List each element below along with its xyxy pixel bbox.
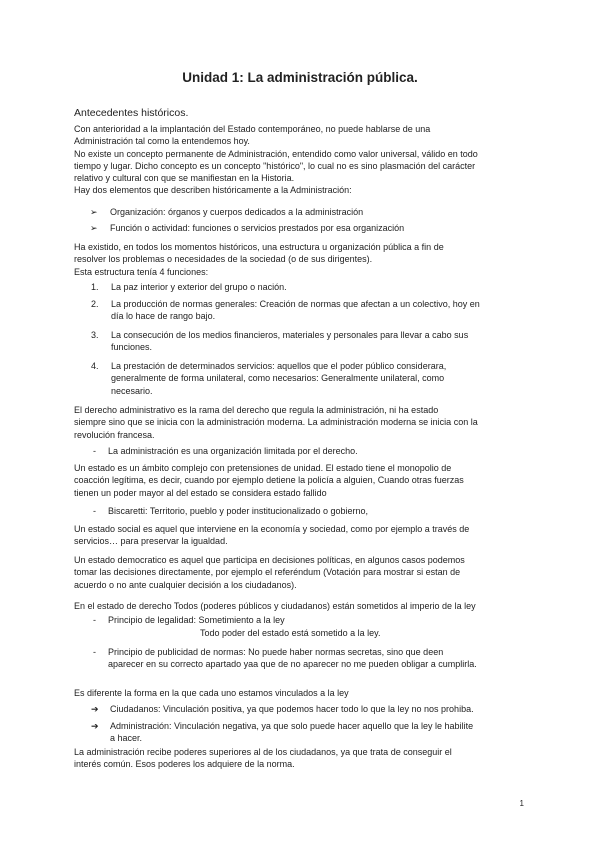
final-line: La administración recibe poderes superiores al de los ciudadanos, ya que trata de conseguir el [74, 747, 452, 757]
list-item [111, 329, 531, 354]
section-heading: Antecedentes históricos. [74, 107, 189, 119]
list-item-line: a hacer. [110, 733, 143, 744]
arrow-bullet-icon: ➔ [91, 721, 99, 731]
intro-line: Administración tal como la entendemos hoy. [74, 136, 250, 147]
list-number: 4. [91, 361, 99, 371]
list-item-line: La paz interior y exterior del grupo o nación. [111, 282, 287, 292]
social-paragraph [74, 523, 534, 548]
social-line: servicios… para preservar la igualdad. [74, 536, 228, 547]
estado-line: Un estado es un ámbito complejo con pretensiones de unidad. El estado tiene el monopolio de [74, 463, 452, 473]
intro-line: Con anterioridad a la implantación del Estado contemporáneo, no puede hablarse de una [74, 124, 431, 134]
intro-paragraph [74, 123, 534, 197]
list-item [111, 360, 531, 397]
list-number: 3. [91, 330, 99, 340]
dash-bullet: - [93, 506, 96, 516]
list-item: Principio de legalidad: Sometimiento a la ley [108, 615, 285, 625]
list-item-line: generalmente de forma unilateral, como necesarios: Generalmente unilateral, como [111, 373, 445, 384]
derecho-paragraph [74, 404, 534, 441]
derecho-line: revolución francesa. [74, 429, 155, 440]
structure-line: Ha existido, en todos los momentos históricos, una estructura u organización pública a fin de [74, 242, 444, 252]
derecho-line: siempre sino que se inicia con la administración moderna. La administración moderna se inicia con la [74, 417, 478, 428]
arrowhead-bullet-icon: ➢ [90, 207, 98, 217]
dash-bullet: - [93, 446, 96, 456]
intro-line: relativo y cultural con que se manifiestan en la Historia. [74, 173, 295, 184]
list-item-line: aparecer en su correcto apartado yaa que de no aparecer no me pueden obligar a cumplirla. [108, 659, 477, 670]
dash-bullet: - [93, 647, 96, 657]
list-item [110, 720, 530, 745]
dash-bullet: - [93, 615, 96, 625]
list-item: Biscaretti: Territorio, pueblo y poder institucionalizado o gobierno, [108, 506, 368, 516]
democratico-line: Un estado democratico es aquel que participa en decisiones políticas, en algunos casos podemos [74, 555, 465, 565]
social-line: Un estado social es aquel que interviene en la economía y sociedad, como por ejemplo a través de [74, 524, 470, 534]
list-item-line: La prestación de determinados servicios: aquellos que el poder público considerara, [111, 361, 447, 371]
estado-line: coacción legítima, es decir, cuando por ejemplo detiene la policía a alguien, Cuando otras fuerzas [74, 475, 464, 486]
arrow-bullet-icon: ➔ [91, 704, 99, 714]
estado-derecho-paragraph: En el estado de derecho Todos (poderes públicos y ciudadanos) están sometidos al imperio de la ley [74, 601, 476, 611]
list-item-line: funciones. [111, 342, 153, 353]
derecho-line: El derecho administrativo es la rama del derecho que regula la administración, ni ha estado [74, 405, 439, 415]
list-item-line: día lo hace de rango bajo. [111, 311, 216, 322]
page-number: 1 [519, 799, 524, 808]
democratico-line: tomar las decisiones directamente, por ejemplo el referéndum (Votación para mostrar si estan de [74, 567, 461, 578]
estado-paragraph [74, 462, 534, 499]
list-item: La administración es una organización limitada por el derecho. [108, 446, 358, 456]
list-item [111, 281, 531, 293]
list-item [111, 298, 531, 323]
structure-paragraph [74, 241, 534, 278]
list-item-line: La producción de normas generales: Creación de normas que afectan a un colectivo, hoy en [111, 299, 480, 309]
arrowhead-bullet-icon: ➢ [90, 223, 98, 233]
page-title: Unidad 1: La administración pública. [182, 70, 418, 85]
vinculo-paragraph: Es diferente la forma en la que cada uno estamos vinculados a la ley [74, 688, 349, 698]
list-number: 2. [91, 299, 99, 309]
intro-line: Hay dos elementos que describen históricamente a la Administración: [74, 185, 352, 196]
final-paragraph [74, 746, 534, 771]
structure-line: Esta estructura tenía 4 funciones: [74, 266, 209, 277]
estado-line: tienen un poder mayor al del estado se considera estado fallido [74, 487, 327, 498]
list-item: Organización: órganos y cuerpos dedicados a la administración [110, 207, 364, 217]
list-item-line: necesario. [111, 385, 153, 396]
intro-line: tiempo y lugar. Dicho concepto es un concepto "histórico", lo cual no es sino plasmación del carácter [74, 160, 476, 171]
list-item-line: Administración: Vinculación negativa, ya que solo puede hacer aquello que la ley le habilite [110, 721, 474, 731]
democratico-line: acuerdo o no ante cualquier decisión a los ciudadanos). [74, 579, 297, 590]
list-number: 1. [91, 282, 99, 292]
democratico-paragraph [74, 554, 534, 591]
list-item [108, 646, 538, 671]
structure-line: resolver los problemas o necesidades de la sociedad (o de sus dirigentes). [74, 254, 373, 265]
list-item-line: La consecución de los medios financieros, materiales y personales para llevar a cabo sus [111, 330, 469, 340]
intro-line: No existe un concepto permanente de Administración, entendido como valor universal, válido en todo [74, 148, 478, 159]
list-item-line: Principio de publicidad de normas: No puede haber normas secretas, sino que deen [108, 647, 444, 657]
list-item: Ciudadanos: Vinculación positiva, ya que podemos hacer todo lo que la ley no nos prohiba. [110, 704, 474, 714]
list-item-subline: Todo poder del estado está sometido a la ley. [200, 628, 381, 638]
final-line: interés común. Esos poderes los adquiere de la norma. [74, 759, 295, 770]
list-item: Función o actividad: funciones o servicios prestados por esa organización [110, 223, 405, 233]
